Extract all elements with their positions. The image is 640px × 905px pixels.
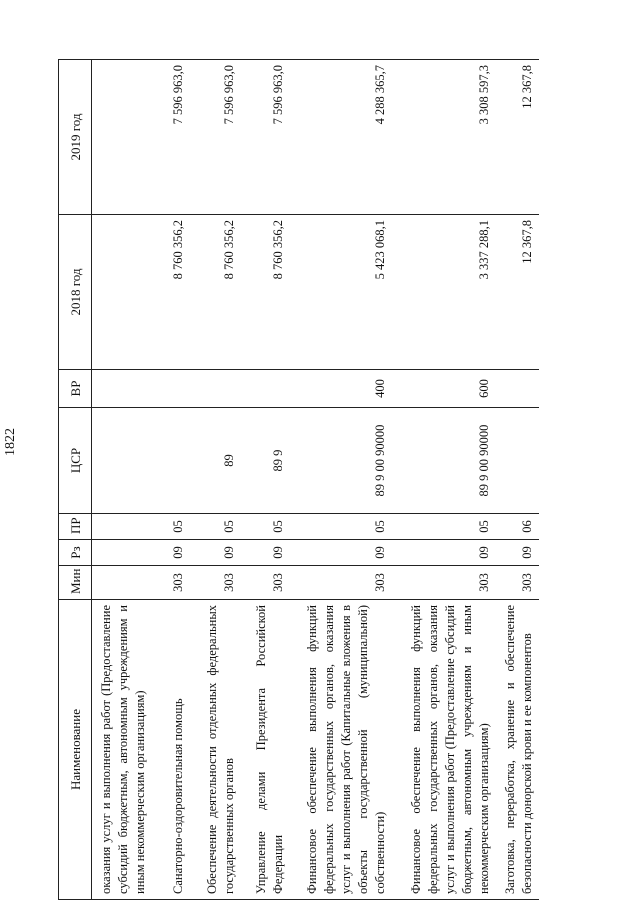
table-row	[290, 60, 392, 900]
cell-csr	[92, 408, 153, 514]
header-pr: ПР	[59, 514, 92, 540]
cell-y2018: 12 367,8	[496, 215, 539, 370]
cell-name: Финансовое обеспечение выполнения функций федеральных государственных органов, оказания услуг и выполнения работ (Предоставление субсидий бюджетным, автономным учреждениям и иным некоммерческим организациям)	[392, 600, 496, 900]
cell-y2018: 8 760 356,2	[152, 215, 190, 370]
cell-name: Обеспечение деятельности отдельных федеральных государственных органов	[190, 600, 241, 900]
cell-y2019	[92, 60, 153, 215]
cell-min	[92, 566, 153, 600]
page-number	[0, 418, 22, 466]
cell-csr	[152, 408, 190, 514]
cell-rz: 09	[241, 540, 290, 566]
cell-pr: 05	[152, 514, 190, 540]
cell-pr: 05	[392, 514, 496, 540]
table-row	[241, 60, 290, 900]
cell-rz: 09	[152, 540, 190, 566]
cell-name: Санаторно-оздоровительная помощь	[152, 600, 190, 900]
header-vr: ВР	[59, 370, 92, 408]
table-row	[152, 60, 190, 900]
header-rz: Рз	[59, 540, 92, 566]
cell-rz: 09	[496, 540, 539, 566]
budget-table	[58, 59, 539, 900]
cell-csr: 89 9 00 90000	[290, 408, 392, 514]
cell-min: 303	[152, 566, 190, 600]
header-min: Мин	[59, 566, 92, 600]
cell-y2018	[92, 215, 153, 370]
cell-vr	[92, 370, 153, 408]
cell-pr: 06	[496, 514, 539, 540]
table-row	[190, 60, 241, 900]
cell-vr	[241, 370, 290, 408]
cell-min: 303	[392, 566, 496, 600]
cell-vr: 400	[290, 370, 392, 408]
cell-y2019: 3 308 597,3	[392, 60, 496, 215]
cell-y2018: 8 760 356,2	[190, 215, 241, 370]
cell-vr	[152, 370, 190, 408]
cell-csr	[496, 408, 539, 514]
cell-y2019: 7 596 963,0	[152, 60, 190, 215]
cell-csr: 89 9	[241, 408, 290, 514]
cell-rz: 09	[290, 540, 392, 566]
cell-csr: 89 9 00 90000	[392, 408, 496, 514]
cell-name: оказания услуг и выполнения работ (Предоставление субсидий бюджетным, автономным учреждениям и иным некоммерческим организациям)	[92, 600, 153, 900]
cell-y2018: 3 337 288,1	[392, 215, 496, 370]
cell-y2019: 7 596 963,0	[190, 60, 241, 215]
header-2018: 2018 год	[59, 215, 92, 370]
table-header-row	[59, 60, 92, 900]
cell-y2019: 4 288 365,7	[290, 60, 392, 215]
rotated-page	[58, 60, 618, 900]
header-name: Наименование	[59, 600, 92, 900]
cell-y2018: 8 760 356,2	[241, 215, 290, 370]
cell-name: Финансовое обеспечение выполнения функций федеральных государственных органов, оказания услуг и выполнения работ (Капитальные вложения в объекты государственной (муниципальной) собственности)	[290, 600, 392, 900]
cell-min: 303	[496, 566, 539, 600]
cell-rz: 09	[190, 540, 241, 566]
cell-rz	[92, 540, 153, 566]
table-row	[496, 60, 539, 900]
cell-min: 303	[190, 566, 241, 600]
page-number-text: 1822	[3, 428, 18, 456]
cell-vr: 600	[392, 370, 496, 408]
cell-name: Управление делами Президента Российской Федерации	[241, 600, 290, 900]
table-row	[92, 60, 153, 900]
cell-vr	[190, 370, 241, 408]
cell-pr: 05	[241, 514, 290, 540]
header-2019: 2019 год	[59, 60, 92, 215]
cell-name: Заготовка, переработка, хранение и обеспечение безопасности донорской крови и ее компонентов	[496, 600, 539, 900]
cell-pr: 05	[190, 514, 241, 540]
cell-min: 303	[290, 566, 392, 600]
header-csr: ЦСР	[59, 408, 92, 514]
cell-pr: 05	[290, 514, 392, 540]
cell-rz: 09	[392, 540, 496, 566]
cell-y2019: 7 596 963,0	[241, 60, 290, 215]
cell-csr: 89	[190, 408, 241, 514]
cell-y2018: 5 423 068,1	[290, 215, 392, 370]
cell-vr	[496, 370, 539, 408]
cell-pr	[92, 514, 153, 540]
cell-y2019: 12 367,8	[496, 60, 539, 215]
cell-min: 303	[241, 566, 290, 600]
table-row	[392, 60, 496, 900]
